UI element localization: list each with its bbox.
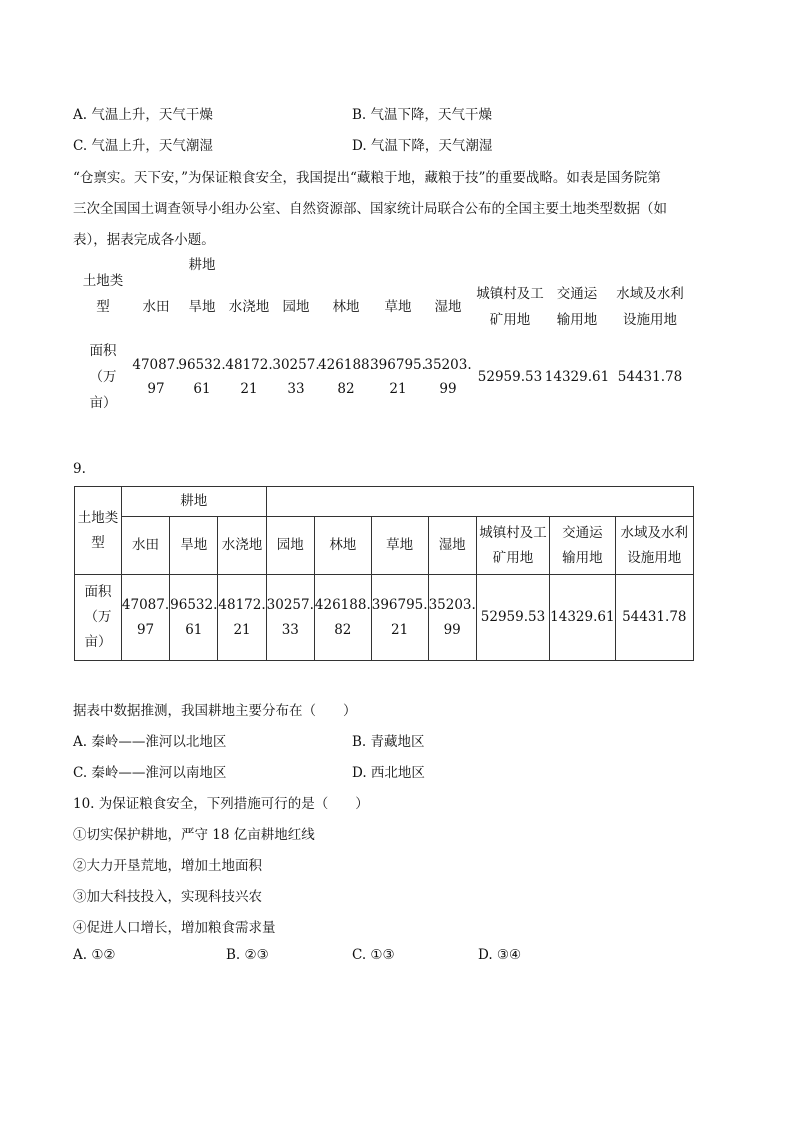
column-header: 林地 (332, 299, 360, 315)
cell-value: 82 (337, 381, 355, 397)
column-header: 湿地 (434, 299, 462, 315)
cell-value: 35203. 99 (428, 575, 476, 661)
passage-line: 三次全国国土调查领导小组办公室、自然资源部、国家统计局联合公布的全国主要土地类型数据（如 (73, 201, 667, 217)
option-b[interactable]: B. ②③ (226, 947, 269, 963)
column-header: 水域及水利 设施用地 (615, 517, 693, 575)
question-stem: 10. 为保证粮食安全，下列措施可行的是（ ） (73, 796, 369, 812)
column-header: 园地 (266, 517, 314, 575)
statement-item: ①切实保护耕地，严守 18 亿亩耕地红线 (73, 827, 315, 843)
column-header: 水域及水利 (616, 286, 684, 302)
column-header: 矿用地 (489, 312, 531, 328)
cell-value: 426188. 82 (314, 575, 371, 661)
option-d[interactable]: D. 西北地区 (352, 765, 425, 781)
cell-value: 35203. (424, 357, 472, 373)
land-table-plain (0, 0, 794, 420)
cell-value: 47087. 97 (121, 575, 169, 661)
option-a[interactable]: A. 秦岭——淮河以北地区 (73, 734, 227, 750)
column-header: 水田 (142, 299, 170, 315)
cell-value: 33 (287, 381, 305, 397)
column-header: 园地 (282, 299, 310, 315)
column-header: 旱地 (170, 517, 218, 575)
column-header: 旱地 (188, 299, 216, 315)
cell-value: 52959.53 (477, 369, 543, 385)
blank-header (266, 487, 693, 517)
row-header: 面积 （万 亩） (75, 575, 122, 661)
question-number: 9. (73, 461, 86, 477)
land-table (74, 486, 694, 661)
cell-value: 21 (240, 381, 258, 397)
passage-line: “仓禀实。天下安，”为保证粮食安全，我国提出“藏粮于地，藏粮于技”的重要战略。如表是国务院第 (73, 170, 661, 186)
column-header: 交通运 (556, 286, 598, 302)
column-header: 湿地 (428, 517, 476, 575)
cell-value: 52959.53 (476, 575, 549, 661)
column-header: 林地 (314, 517, 371, 575)
column-header: 水浇地 (218, 517, 266, 575)
cell-value: 54431.78 (615, 575, 693, 661)
cell-value: 61 (193, 381, 211, 397)
option-c[interactable]: C. ①③ (352, 947, 395, 963)
option-d[interactable]: D. 气温下降，天气潮湿 (352, 138, 493, 154)
row-header: 土地类 型 (75, 487, 122, 575)
cell-value: 21 (389, 381, 407, 397)
cell-value: 96532. 61 (170, 575, 218, 661)
passage-line: 表），据表完成各小题。 (73, 232, 215, 248)
column-header: 城镇村及工 (476, 286, 544, 302)
option-b[interactable]: B. 青藏地区 (352, 734, 425, 750)
option-b[interactable]: B. 气温下降，天气干燥 (352, 107, 493, 123)
column-header: 输用地 (556, 312, 598, 328)
row-header: 亩） (89, 395, 117, 411)
cell-value: 396795. (370, 357, 426, 373)
statement-item: ④促进人口增长，增加粮食需求量 (73, 920, 276, 936)
row-header: （万 (89, 369, 117, 385)
column-header: 草地 (384, 299, 412, 315)
row-header: 型 (96, 299, 110, 315)
cell-value: 30257. (272, 357, 320, 373)
option-a[interactable]: A. 气温上升，天气干燥 (73, 107, 213, 123)
cell-value: 99 (439, 381, 457, 397)
cell-value: 47087. (132, 357, 180, 373)
option-c[interactable]: C. 气温上升，天气潮湿 (73, 138, 213, 154)
row-header: 面积 (89, 343, 117, 359)
option-d[interactable]: D. ③④ (478, 947, 522, 963)
cell-value: 48172. 21 (218, 575, 266, 661)
cell-value: 396795. 21 (371, 575, 428, 661)
option-c[interactable]: C. 秦岭——淮河以南地区 (73, 765, 227, 781)
cell-value: 96532. (178, 357, 226, 373)
group-header: 耕地 (188, 257, 216, 273)
column-header: 城镇村及工 矿用地 (476, 517, 549, 575)
statement-item: ②大力开垦荒地，增加土地面积 (73, 858, 262, 874)
cell-value: 48172. (225, 357, 273, 373)
group-header: 耕地 (121, 487, 266, 517)
row-header: 土地类 (82, 273, 124, 289)
cell-value: 426188. (318, 357, 374, 373)
cell-value: 30257. 33 (266, 575, 314, 661)
column-header: 水浇地 (228, 299, 270, 315)
cell-value: 97 (147, 381, 165, 397)
statement-item: ③加大科技投入，实现科技兴农 (73, 889, 262, 905)
column-header: 草地 (371, 517, 428, 575)
column-header: 设施用地 (623, 312, 677, 328)
column-header: 交通运 输用地 (550, 517, 615, 575)
option-a[interactable]: A. ①② (73, 947, 116, 963)
cell-value: 14329.61 (550, 575, 615, 661)
column-header: 水田 (121, 517, 169, 575)
cell-value: 14329.61 (544, 369, 610, 385)
question-stem: 据表中数据推测，我国耕地主要分布在（ ） (73, 703, 357, 719)
cell-value: 54431.78 (617, 369, 683, 385)
